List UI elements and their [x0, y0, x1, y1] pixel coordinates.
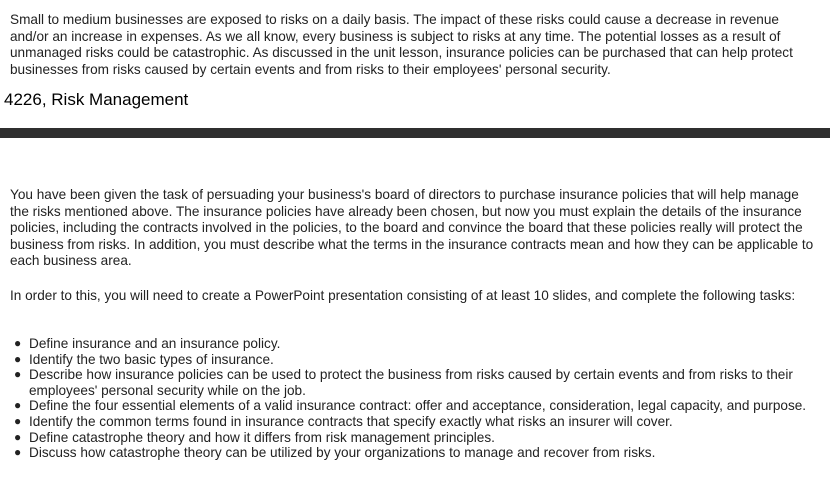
- task-text: Identify the common terms found in insurance contracts that specify exactly what risks an insurer will cover.: [29, 413, 673, 429]
- task-text: Define the four essential elements of a valid insurance contract: offer and acceptance, consideration, legal capacity, and purpose.: [29, 398, 807, 414]
- list-item: [14, 429, 830, 446]
- task-text: Describe how insurance policies can be used to protect the business from risks caused by certain events and from risks to their employees' personal security while on the job.: [29, 367, 793, 398]
- list-item: [14, 413, 830, 430]
- list-item: [14, 336, 830, 352]
- section-divider: [0, 128, 830, 138]
- task-list: [10, 336, 830, 461]
- bullet-icon: ●: [14, 367, 22, 382]
- task-text: Discuss how catastrophe theory can be utilized by your organizations to manage and recover from risks.: [29, 445, 656, 461]
- tasks-intro-paragraph: In order to this, you will need to create a PowerPoint presentation consisting of at least 10 slides, and complete the following tasks:: [10, 288, 796, 303]
- list-item: [14, 398, 830, 414]
- task-text: Define catastrophe theory and how it differs from risk management principles.: [29, 429, 495, 445]
- bullet-icon: ●: [14, 413, 22, 428]
- bullet-icon: ●: [14, 398, 22, 413]
- bullet-icon: ●: [14, 336, 22, 350]
- bullet-icon: ●: [14, 351, 22, 366]
- intro-paragraph: Small to medium businesses are exposed to risks on a daily basis. The impact of these risks could cause a decrease in revenue and/or an increase in expenses. As we all know, every business is subject to risks at any time. The potential losses as a result of unmanaged risks could be catastrophic. As discussed in the unit lesson, insurance policies can be purchased that can help protect businesses from risks caused by certain events and from risks to their employees' personal security.: [10, 12, 793, 77]
- list-item: [14, 351, 830, 368]
- task-text: Identify the two basic types of insurance.: [29, 351, 274, 367]
- course-title: 4226, Risk Management: [4, 90, 189, 109]
- task-text: Define insurance and an insurance policy.: [29, 336, 281, 351]
- list-item: [14, 445, 830, 461]
- assignment-paragraph: You have been given the task of persuading your business's board of directors to purchase insurance policies that will help manage the risks mentioned above. The insurance policies have already been chosen, but now you must explain the details of the insurance policies, including the contracts involved in the policies, to the board and convince the board that these policies really will protect the business from risks. In addition, you must describe what the terms in the insurance contracts mean and how they can be applicable to each business area.: [10, 187, 814, 269]
- list-item: [14, 367, 830, 398]
- bullet-icon: ●: [14, 429, 22, 444]
- bullet-icon: ●: [14, 445, 22, 460]
